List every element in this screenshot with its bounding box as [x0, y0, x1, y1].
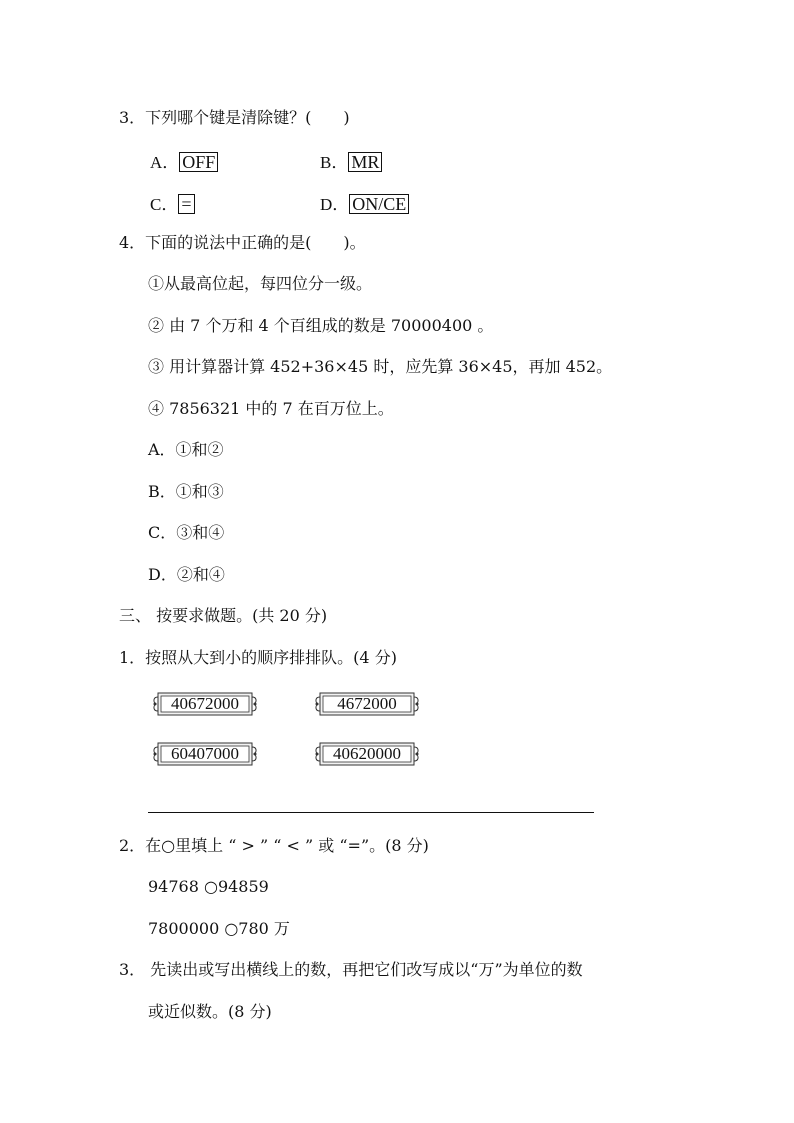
q4-statement-3: ③ 用计算器计算 452+36×45 时，应先算 36×45，再加 452。 [148, 357, 613, 376]
q4-statement-2: ② 由 7 个万和 4 个百组成的数是 70000400 。 [148, 316, 494, 335]
number-card [152, 741, 258, 767]
number-card [314, 741, 420, 767]
number-card-value: 60407000 [171, 744, 239, 763]
q4-choice-b: B．①和③ [148, 482, 224, 501]
option-letter: D． [320, 195, 350, 214]
q4-choice-d: D．②和④ [148, 565, 225, 584]
q3-option-a [150, 148, 218, 173]
q4-choice-a: A．①和② [148, 440, 224, 459]
option-letter: C． [150, 195, 179, 214]
q4-statement-4: ④ 7856321 中的 7 在百万位上。 [148, 399, 394, 418]
section3-item1-stem: 1．按照从大到小的顺序排排队。(4 分) [119, 648, 397, 667]
q3-option-b [320, 148, 382, 173]
number-card-value: 4672000 [337, 694, 397, 713]
answer-line [148, 812, 594, 813]
q4-stem: 4．下面的说法中正确的是( )。 [119, 233, 366, 252]
number-card [314, 691, 420, 717]
section3-item3-stem: 3． 先读出或写出横线上的数，再把它们改写成以“万”为单位的数 [119, 960, 583, 979]
comparison-row: 7800000 ○780 万 [148, 919, 290, 938]
number-card-value: 40620000 [333, 744, 401, 763]
q4-choice-c: C．③和④ [148, 523, 225, 542]
comparison-row: 94768 ○94859 [148, 877, 269, 896]
number-card-value: 40672000 [171, 694, 239, 713]
calculator-key-box: OFF [179, 152, 218, 172]
calculator-key-box: ON/CE [349, 194, 409, 214]
q4-statement-1: ①从最高位起，每四位分一级。 [148, 274, 373, 293]
q3-option-d [320, 190, 409, 215]
number-card [152, 691, 258, 717]
option-letter: B． [320, 153, 349, 172]
option-letter: A． [150, 153, 180, 172]
section3-item2-stem: 2．在○里填上 “ > ” “ < ” 或 “=”。(8 分) [119, 836, 429, 855]
section-heading: 三、 按要求做题。(共 20 分) [119, 606, 328, 625]
q3-option-c [150, 190, 195, 215]
calculator-key-box: MR [348, 152, 382, 172]
section3-item3-stem-cont: 或近似数。(8 分) [148, 1002, 272, 1021]
calculator-key-box: = [178, 194, 194, 214]
q3-stem: 3．下列哪个键是清除键？( ) [119, 108, 350, 127]
